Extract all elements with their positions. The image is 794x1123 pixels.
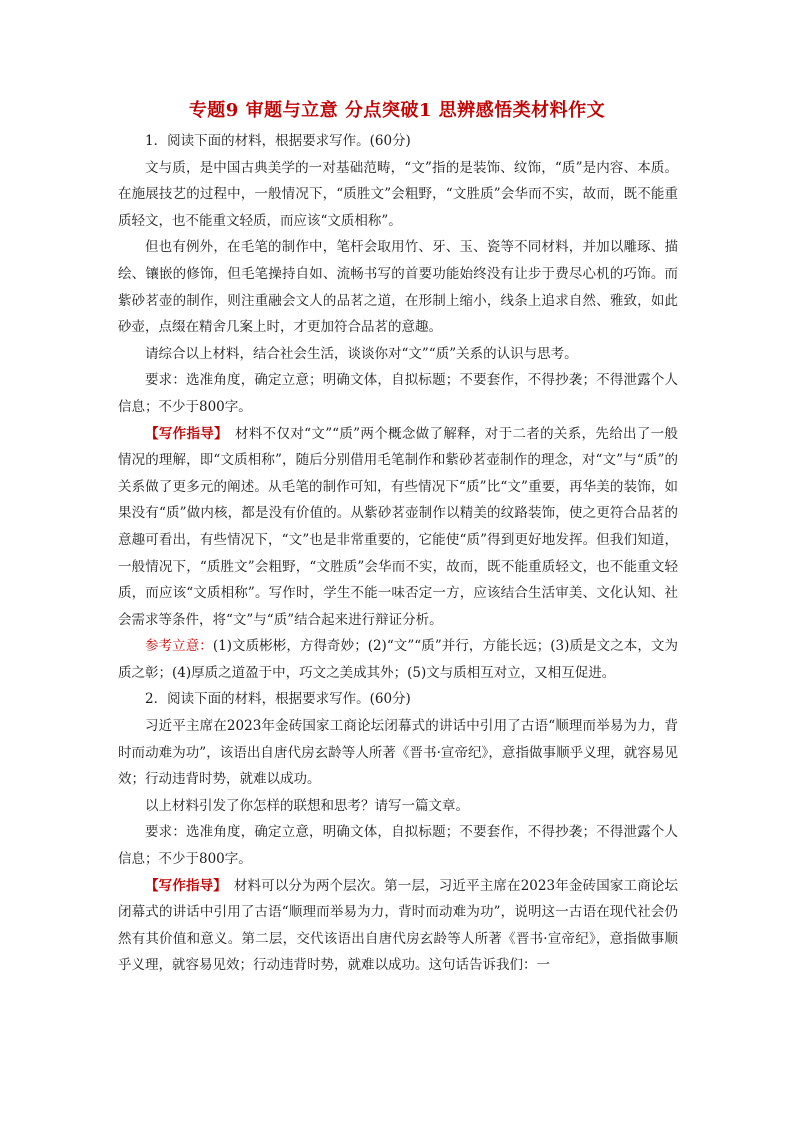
q2-guide-label: 【写作指导】 (145, 877, 221, 894)
q1-reference-ideas (118, 633, 678, 686)
page-title: 专题9 审题与立意 分点突破1 思辨感悟类材料作文 (188, 100, 606, 121)
q1-material-paragraph-1: 文与质，是中国古典美学的一对基础范畴，“文”指的是装饰、纹饰，“质”是内容、本质。在施展技艺的过程中，一般情况下，“质胜文”会粗野，“文胜质”会华而不实，故而，既不能重质轻文，也不能重文轻质，而应该“文质相称”。 (118, 159, 678, 229)
q1-requirements: 要求：选准角度，确定立意；明确文体，自拟标题；不要套作，不得抄袭；不得泄露个人信息；不少于800字。 (118, 372, 678, 415)
q1-writing-guide (118, 421, 678, 634)
q2-prompt: 2．阅读下面的材料，根据要求写作。(60分) (145, 691, 411, 708)
q2-guide-text: 材料可以分为两个层次。第一层，习近平主席在2023年金砖国家工商论坛闭幕式的讲话中引用了古语“顺理而举易为力，背时而动难为功”，说明这一古语在现代社会仍然有其价值和意义。第二层，交代该语出自唐代房玄龄等人所著《晋书·宣帝纪》，意指做事顺乎义理，就容易见效；行动违背时势，就难以成功。这句话告诉我们：一 (118, 877, 679, 974)
q1-guide-label: 【写作指导】 (145, 425, 222, 442)
q2-requirements: 要求：选准角度，确定立意，明确文体，自拟标题；不要套作，不得抄袭；不得泄露个人信息；不少于800字。 (118, 824, 678, 868)
q1-prompt: 1．阅读下面的材料，根据要求写作。(60分) (145, 133, 411, 149)
document-body (118, 128, 678, 979)
q1-ref-text: (1)文质彬彬，方得奇妙；(2)“文”“质”并行，方能长远；(3)质是文之本，文为质之彰；(4)厚质之道盈于中，巧文之美成其外；(5)文与质相互对立，又相互促进。 (118, 638, 678, 681)
q1-ref-label: 参考立意： (145, 638, 213, 655)
q1-task: 请综合以上材料，结合社会生活，谈谈你对“文”“质”关系的认识与思考。 (145, 345, 578, 362)
q2-writing-guide (118, 873, 678, 979)
q2-task: 以上材料引发了你怎样的联想和思考？请写一篇文章。 (145, 797, 469, 814)
q2-material: 习近平主席在2023年金砖国家工商论坛闭幕式的讲话中引用了古语“顺理而举易为力，背时而动难为功”，该语出自唐代房玄龄等人所著《晋书·宣帝纪》，意指做事顺乎义理，就容易见效；行动违背时势，就难以成功。 (118, 718, 678, 788)
q1-guide-text: 材料不仅对“文”“质”两个概念做了解释，对于二者的关系，先给出了一般情况的理解，即“文质相称”，随后分别借用毛笔制作和紫砂茗壶制作的理念，对“文”与“质”的关系做了更多元的阐述。从毛笔的制作可知，有些情况下“质”比“文”重要，再华美的装饰，如果没有“质”做内核，都是没有价值的。从紫砂茗壶制作以精美的纹路装饰，使之更符合品茗的意趣可看出，有些情况下，“文”也是非常重要的，它能使“质”得到更好地发挥。但我们知道，一般情况下，“质胜文”会粗野，“文胜质”会华而不实，故而，既不能重质轻文，也不能重文轻质，而应该“文质相称”。写作时，学生不能一味否定一方，应该结合生活审美、文化认知、社会需求等条件，将“文”与“质”结合起来进行辩证分析。 (118, 425, 679, 628)
q1-material-paragraph-2: 但也有例外，在毛笔的制作中，笔杆会取用竹、牙、玉、瓷等不同材料，并加以雕琢、描绘、镶嵌的修饰，但毛笔操持自如、流畅书写的首要功能始终没有让步于费尽心机的巧饰。而紫砂茗壶的制作，则注重融会文人的品茗之道，在形制上缩小，线条上追求自然、雅致，如此砂壶，点缀在精舍几案上时，才更加符合品茗的意趣。 (118, 239, 678, 336)
